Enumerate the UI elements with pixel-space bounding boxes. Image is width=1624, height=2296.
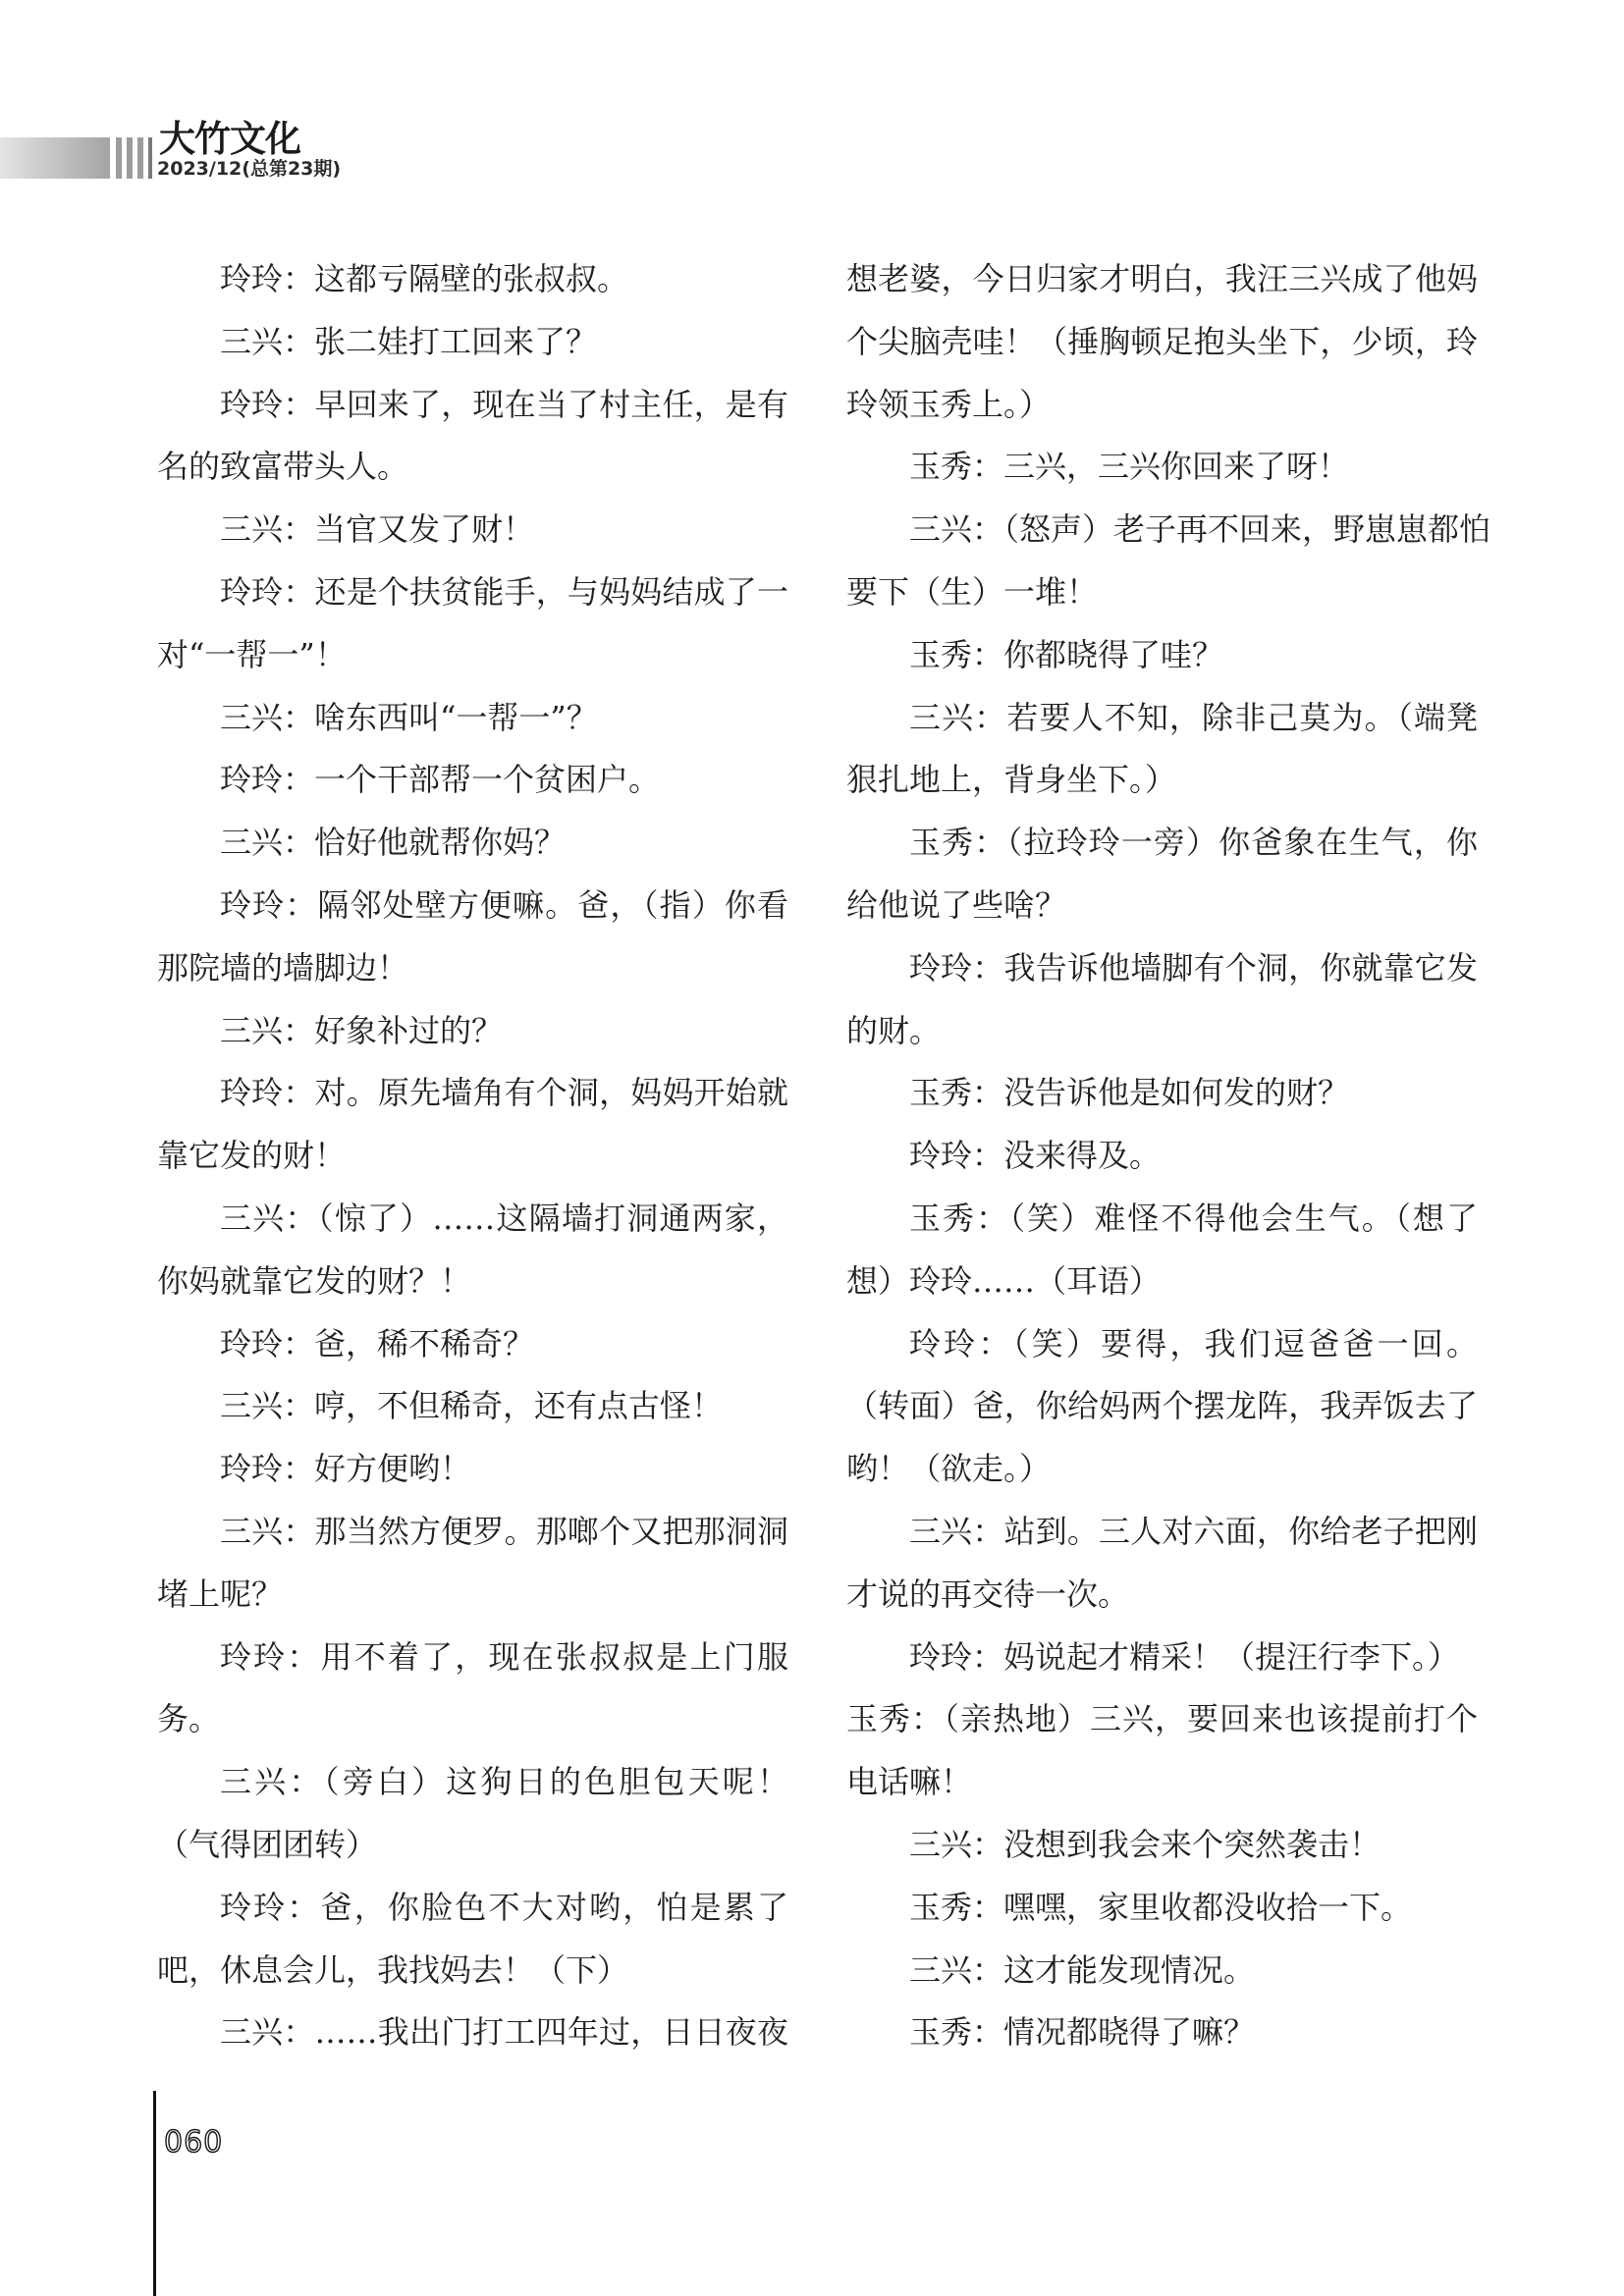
paragraph: [846, 1188, 1478, 1313]
text-line: 靠它发的财！: [157, 1137, 347, 1175]
paragraph: [157, 812, 788, 875]
text-line: 想）玲玲……（耳语）: [846, 1261, 1162, 1300]
paragraph: [846, 687, 1478, 813]
paragraph: [157, 1000, 788, 1063]
text-line: 三兴：恰好他就帮你妈？: [220, 824, 567, 862]
text-line: 玲玲：隔邻处壁方便嘛。爸，（指）你看: [220, 885, 788, 924]
text-line: 玲玲：早回来了，现在当了村主任，是有: [220, 385, 788, 423]
paragraph: [157, 499, 788, 561]
text-line: （转面）爸，你给妈两个摆龙阵，我弄饭去了: [846, 1387, 1478, 1425]
left-column: [157, 248, 788, 2064]
text-line: 的财。: [846, 1011, 942, 1049]
paragraph: [846, 2002, 1478, 2064]
text-line: 个尖脑壳哇！（捶胸顿足抱头坐下，少顷，玲: [846, 322, 1478, 360]
text-line: 玉秀：没告诉他是如何发的财？: [909, 1074, 1350, 1112]
paragraph: [846, 248, 1478, 436]
text-line: 电话嘛！: [846, 1763, 973, 1801]
paragraph: [846, 1313, 1478, 1501]
paragraph: [157, 1375, 788, 1438]
paragraph: [157, 374, 788, 500]
paragraph: [157, 1627, 788, 1752]
header-gray-bar: [0, 137, 110, 179]
paragraph: [846, 499, 1491, 624]
paragraph: [846, 624, 1478, 687]
text-line: 三兴：啥东西叫“一帮一”？: [220, 698, 598, 736]
paragraph: [846, 1627, 1478, 1689]
paragraph: [157, 248, 788, 311]
paragraph: [157, 1501, 788, 1627]
header-stripe: [137, 137, 143, 179]
paragraph: [157, 1438, 788, 1501]
text-line: 要下（生）一堆！: [846, 572, 1099, 611]
text-line: 玲玲：妈说起才精采！（提汪行李下。）: [909, 1637, 1460, 1676]
paragraph: [157, 1062, 788, 1188]
text-line: 三兴：哼，不但稀奇，还有点古怪！: [220, 1387, 724, 1425]
text-line: 三兴：没想到我会来个突然袭击！: [909, 1825, 1381, 1863]
paragraph: [157, 875, 788, 1000]
text-line: 玲玲：一个干部帮一个贫困户。: [220, 761, 661, 799]
paragraph: [157, 1877, 788, 2002]
paragraph: [846, 1501, 1478, 1627]
paragraph: [157, 1313, 788, 1376]
magazine-logo: 大竹文化: [159, 117, 300, 160]
text-line: 玲领玉秀上。）: [846, 385, 1052, 423]
text-line: 对“一帮一”！: [157, 635, 347, 673]
paragraph: [846, 1814, 1478, 1877]
footer-rule: [153, 2091, 156, 2296]
text-line: 三兴：站到。三人对六面，你给老子把刚: [909, 1512, 1478, 1550]
text-line: 玲玲：还是个扶贫能手，与妈妈结成了一: [220, 572, 788, 611]
text-line: 三兴：若要人不知，除非己莫为。（端凳: [909, 698, 1478, 736]
text-line: 才说的再交待一次。: [846, 1575, 1130, 1613]
text-line: 给他说了些啥？: [846, 885, 1067, 924]
header-stripe: [148, 137, 152, 179]
text-line: 那院墙的墙脚边！: [157, 948, 409, 987]
paragraph: [846, 937, 1478, 1063]
text-line: 玉秀：嘿嘿，家里收都没收拾一下。: [909, 1888, 1413, 1926]
text-line: （气得团团转）: [157, 1825, 378, 1863]
text-line: 狠扎地上，背身坐下。）: [846, 761, 1177, 799]
paragraph: [157, 311, 788, 374]
text-line: 三兴：（惊了）……这隔墙打洞通两家，: [220, 1199, 788, 1237]
text-line: 三兴：（怒声）老子再不回来，野崽崽都怕: [909, 510, 1491, 549]
paragraph: [846, 1688, 1478, 1814]
text-line: 玉秀：（亲热地）三兴，要回来也该提前打个: [846, 1700, 1478, 1738]
paragraph: [846, 1062, 1478, 1125]
text-line: 玲玲：对。原先墙角有个洞，妈妈开始就: [220, 1074, 788, 1112]
text-line: 玲玲：我告诉他墙脚有个洞，你就靠它发: [909, 948, 1478, 987]
text-line: 玉秀：（拉玲玲一旁）你爸象在生气，你: [909, 824, 1478, 862]
text-line: 三兴：（旁白）这狗日的色胆包天呢！: [220, 1763, 788, 1801]
text-line: 你妈就靠它发的财？！: [157, 1261, 472, 1300]
right-column: [846, 248, 1491, 2064]
text-line: 堵上呢？: [157, 1575, 284, 1613]
text-line: 务。: [157, 1700, 221, 1738]
text-line: 玲玲：爸，你脸色不大对哟，怕是累了: [220, 1888, 788, 1926]
paragraph: [846, 1877, 1478, 1940]
text-line: 名的致富带头人。: [157, 448, 409, 486]
text-line: 玉秀：三兴，三兴你回来了呀！: [909, 448, 1350, 486]
paragraph: [157, 687, 788, 750]
text-line: 想老婆，今日归家才明白，我汪三兴成了他妈: [846, 260, 1478, 297]
text-line: 玲玲：用不着了，现在张叔叔是上门服: [220, 1637, 788, 1676]
text-line: 三兴：那当然方便罗。那啷个又把那洞洞: [220, 1512, 788, 1550]
paragraph: [157, 561, 788, 687]
text-line: 三兴：……我出门打工四年过，日日夜夜: [220, 2013, 788, 2052]
text-line: 三兴：好象补过的？: [220, 1011, 504, 1049]
text-line: 玲玲：好方便哟！: [220, 1450, 472, 1488]
text-line: 哟！（欲走。）: [846, 1450, 1052, 1488]
paragraph: [157, 2002, 788, 2064]
page-number: 060: [164, 2125, 224, 2160]
text-line: 吧，休息会儿，我找妈去！（下）: [157, 1950, 629, 1989]
text-line: 三兴：这才能发现情况。: [909, 1950, 1256, 1989]
text-line: 三兴：张二娃打工回来了？: [220, 322, 598, 360]
text-line: 玲玲：爸，稀不稀奇？: [220, 1324, 535, 1362]
text-line: 玉秀：你都晓得了哇？: [909, 635, 1224, 673]
paragraph: [846, 812, 1478, 937]
text-line: 玉秀：（笑）难怪不得他会生气。（想了: [909, 1199, 1478, 1237]
paragraph: [157, 1751, 788, 1877]
text-line: 玲玲：这都亏隔壁的张叔叔。: [220, 260, 629, 297]
text-line: 玲玲：没来得及。: [909, 1137, 1162, 1175]
paragraph: [157, 1188, 788, 1313]
text-line: 玲玲：（笑）要得，我们逗爸爸一回。: [909, 1324, 1478, 1362]
text-line: 玉秀：情况都晓得了嘛？: [909, 2013, 1256, 2052]
header-stripe: [127, 137, 133, 179]
paragraph: [846, 1125, 1478, 1188]
paragraph: [157, 749, 788, 812]
paragraph: [846, 1940, 1478, 2002]
issue-info: 2023/12(总第23期): [157, 158, 342, 180]
paragraph: [846, 436, 1478, 499]
text-line: 三兴：当官又发了财！: [220, 510, 535, 549]
header-stripe: [116, 137, 122, 179]
